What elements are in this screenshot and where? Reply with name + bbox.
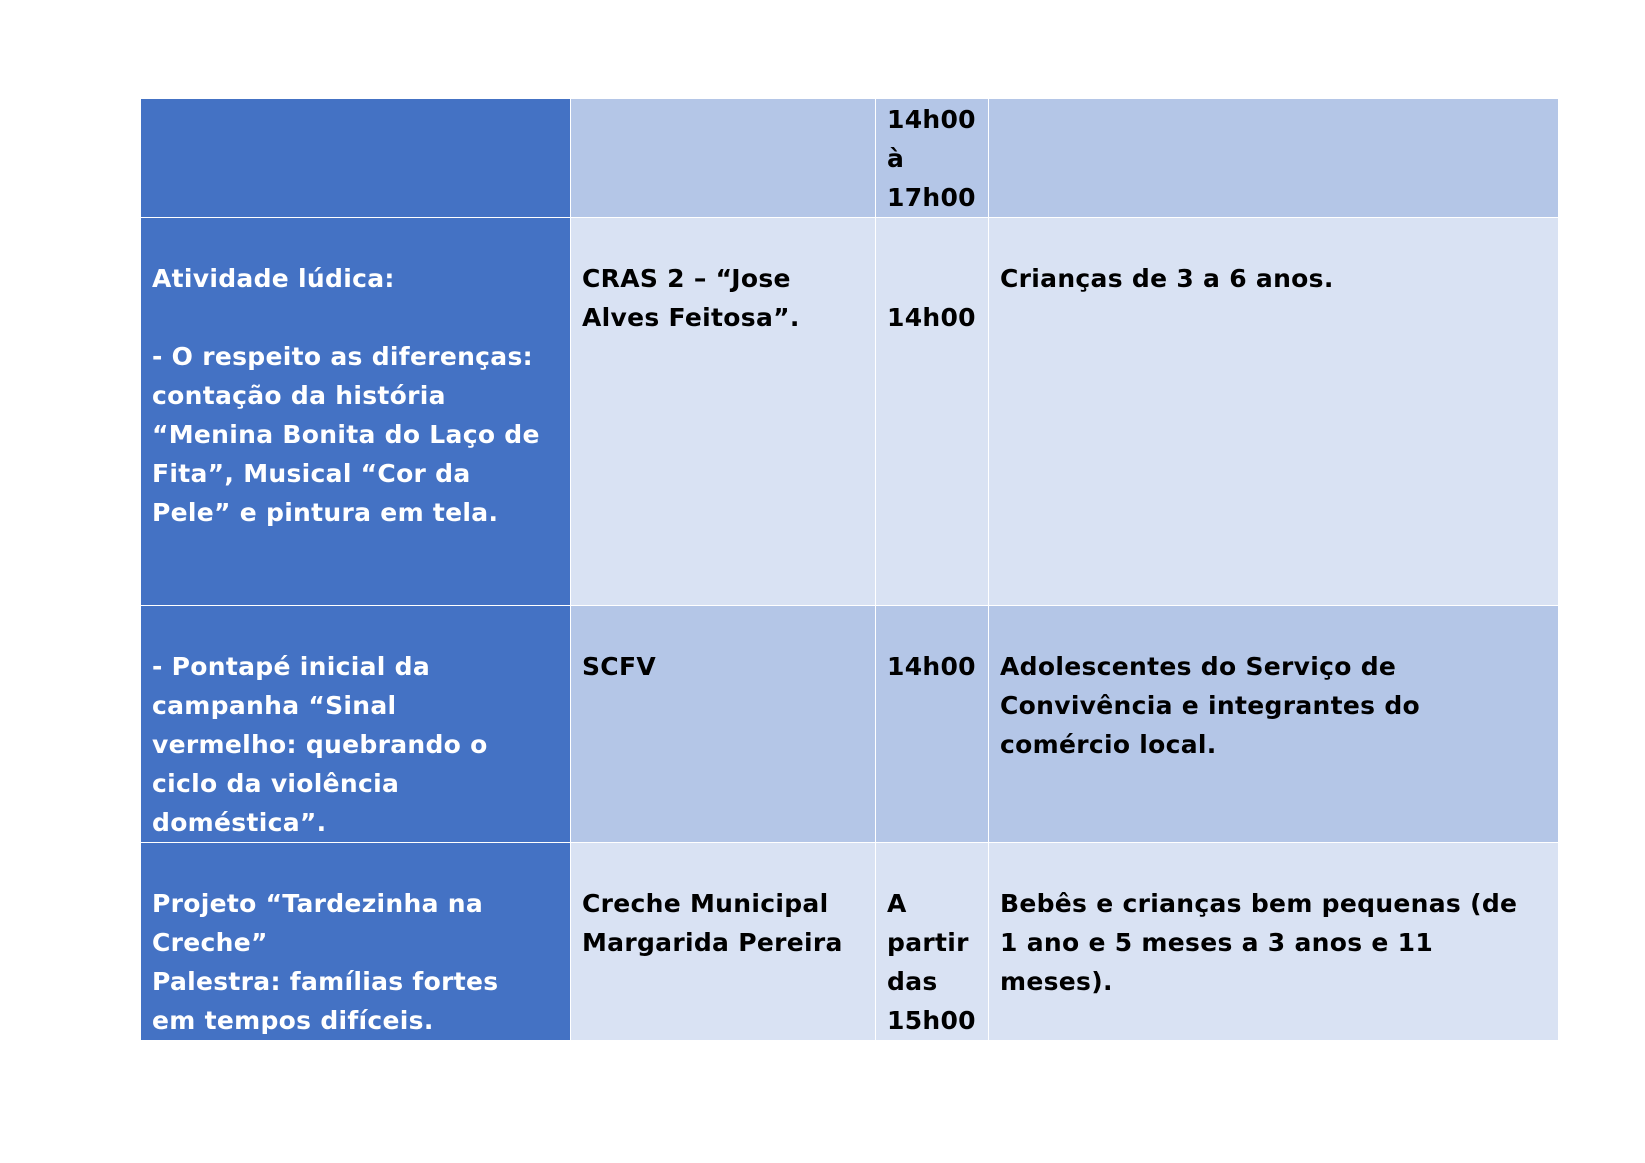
activity-text: em tempos difíceis. [152, 1006, 434, 1035]
audience-text: 1 ano e 5 meses a 3 anos e 11 [1000, 928, 1434, 957]
place-text: Creche Municipal [582, 889, 829, 918]
table-row [141, 218, 1559, 606]
table-row [141, 99, 1559, 218]
activity-text: ciclo da violência [152, 769, 400, 798]
audience-text: comércio local. [1000, 730, 1217, 759]
activity-text: - O respeito as diferenças: [152, 342, 533, 371]
activity-cell [141, 218, 571, 606]
audience-text: Crianças de 3 a 6 anos. [1000, 264, 1334, 293]
place-text: Margarida Pereira [582, 928, 843, 957]
time-text: 15h00 [887, 1006, 976, 1035]
time-text: A [887, 889, 907, 918]
place-text: Alves Feitosa”. [582, 303, 800, 332]
time-cell [876, 843, 989, 1041]
time-text: 14h00 [887, 303, 976, 332]
time-text: partir [887, 928, 969, 957]
audience-text: Adolescentes do Serviço de [1000, 652, 1397, 681]
time-text: à [887, 144, 905, 173]
activity-text: Creche” [152, 928, 268, 957]
activity-cell [141, 843, 571, 1041]
time-text: 14h00 [887, 652, 976, 681]
activity-heading: Atividade lúdica: [152, 264, 395, 293]
time-text: 17h00 [887, 183, 976, 212]
place-text: CRAS 2 – “Jose [582, 264, 791, 293]
audience-cell [989, 606, 1559, 843]
activity-text: “Menina Bonita do Laço de [152, 420, 540, 449]
place-cell [571, 606, 876, 843]
time-text: das [887, 967, 938, 996]
activity-cell [141, 606, 571, 843]
time-text: 14h00 [887, 105, 976, 134]
activity-text: Fita”, Musical “Cor da [152, 459, 471, 488]
audience-cell [989, 843, 1559, 1041]
schedule-table [140, 98, 1559, 1041]
place-cell [571, 218, 876, 606]
activity-text: Palestra: famílias fortes [152, 967, 499, 996]
time-cell [876, 99, 989, 218]
audience-text: Bebês e crianças bem pequenas (de [1000, 889, 1518, 918]
table-row [141, 843, 1559, 1041]
place-cell [571, 843, 876, 1041]
audience-text: Convivência e integrantes do [1000, 691, 1420, 720]
time-cell [876, 606, 989, 843]
place-cell [571, 99, 876, 218]
activity-text: contação da história [152, 381, 446, 410]
audience-cell [989, 99, 1559, 218]
time-cell [876, 218, 989, 606]
activity-text: Projeto “Tardezinha na [152, 889, 484, 918]
audience-cell [989, 218, 1559, 606]
activity-text: vermelho: quebrando o [152, 730, 488, 759]
activity-text: doméstica”. [152, 808, 327, 837]
activity-text: campanha “Sinal [152, 691, 397, 720]
activity-text: Pele” e pintura em tela. [152, 498, 499, 527]
activity-cell [141, 99, 571, 218]
activity-text: - Pontapé inicial da [152, 652, 430, 681]
place-text: SCFV [582, 652, 656, 681]
audience-text: meses). [1000, 967, 1113, 996]
table-row [141, 606, 1559, 843]
